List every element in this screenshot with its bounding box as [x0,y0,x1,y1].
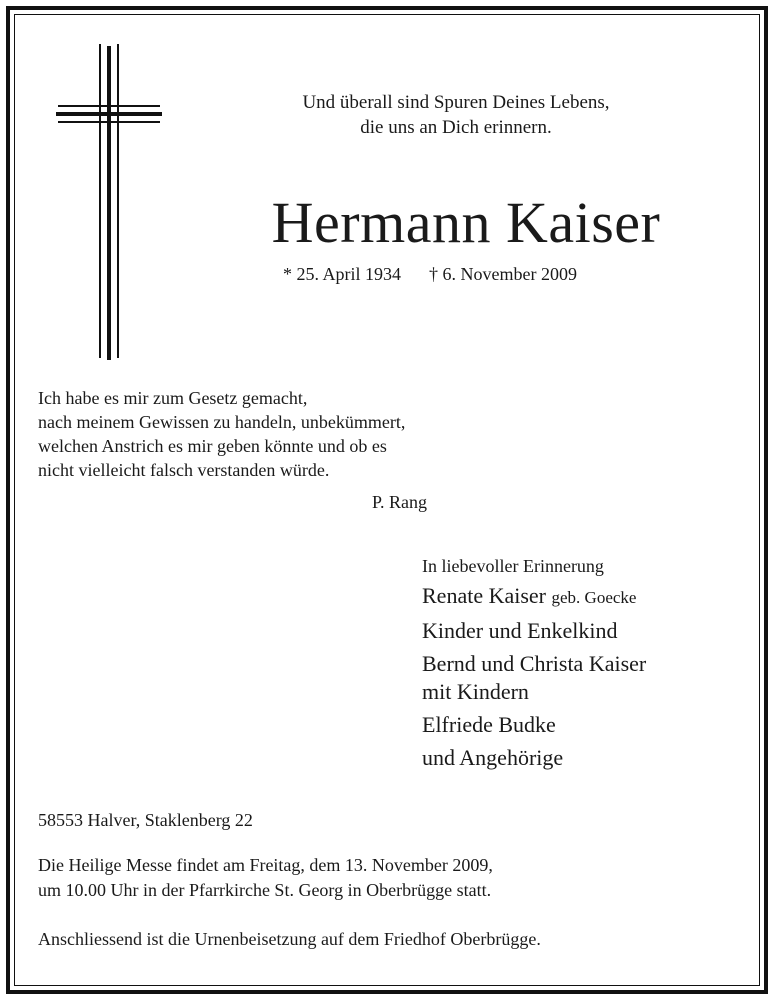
mourner-line: und Angehörige [422,745,564,770]
verse-line-1: Und überall sind Spuren Deines Lebens, [302,92,610,113]
mass-notice [38,853,493,903]
mourner-line [422,582,646,612]
mourner-line: Elfriede Budke [422,712,556,737]
death-date: † 6. November 2009 [429,264,577,284]
address: 58553 Halver, Staklenberg 22 [38,810,253,830]
mourner-line: Kinder und Enkelkind [422,618,618,643]
mourner-name: Renate Kaiser [422,583,546,608]
quote-line: Ich habe es mir zum Gesetz gemacht, [38,388,308,408]
latin-cross-icon [56,44,162,360]
quote-line: nicht vielleicht falsch verstanden würde. [38,460,330,480]
maiden-name-note: geb. Goecke [551,588,637,607]
quote-line: nach meinem Gewissen zu handeln, unbekümmert, [38,412,406,432]
mourners [422,554,646,777]
mourner-line-part: mit Kindern [422,679,529,704]
burial-notice: Anschliessend ist die Urnenbeisetzung auf dem Friedhof Oberbrügge. [38,929,541,949]
birth-date: * 25. April 1934 [283,264,402,284]
verse [246,90,666,140]
quote-line: welchen Anstrich es mir geben könnte und ob es [38,436,387,456]
mourners-intro: In liebevoller Erinnerung [422,556,604,576]
quote-author: P. Rang [372,492,428,512]
life-dates [283,262,577,286]
mass-line: um 10.00 Uhr in der Pfarrkirche St. Georg in Oberbrügge statt. [38,880,492,900]
mourner-line-part: Bernd und Christa Kaiser [422,651,647,676]
verse-line-2: die uns an Dich erinnern. [360,117,552,138]
quote [38,386,405,482]
mass-line: Die Heilige Messe findet am Freitag, dem 13. November 2009, [38,855,493,875]
deceased-name: Hermann Kaiser [271,190,661,255]
mourner-line [422,650,646,706]
